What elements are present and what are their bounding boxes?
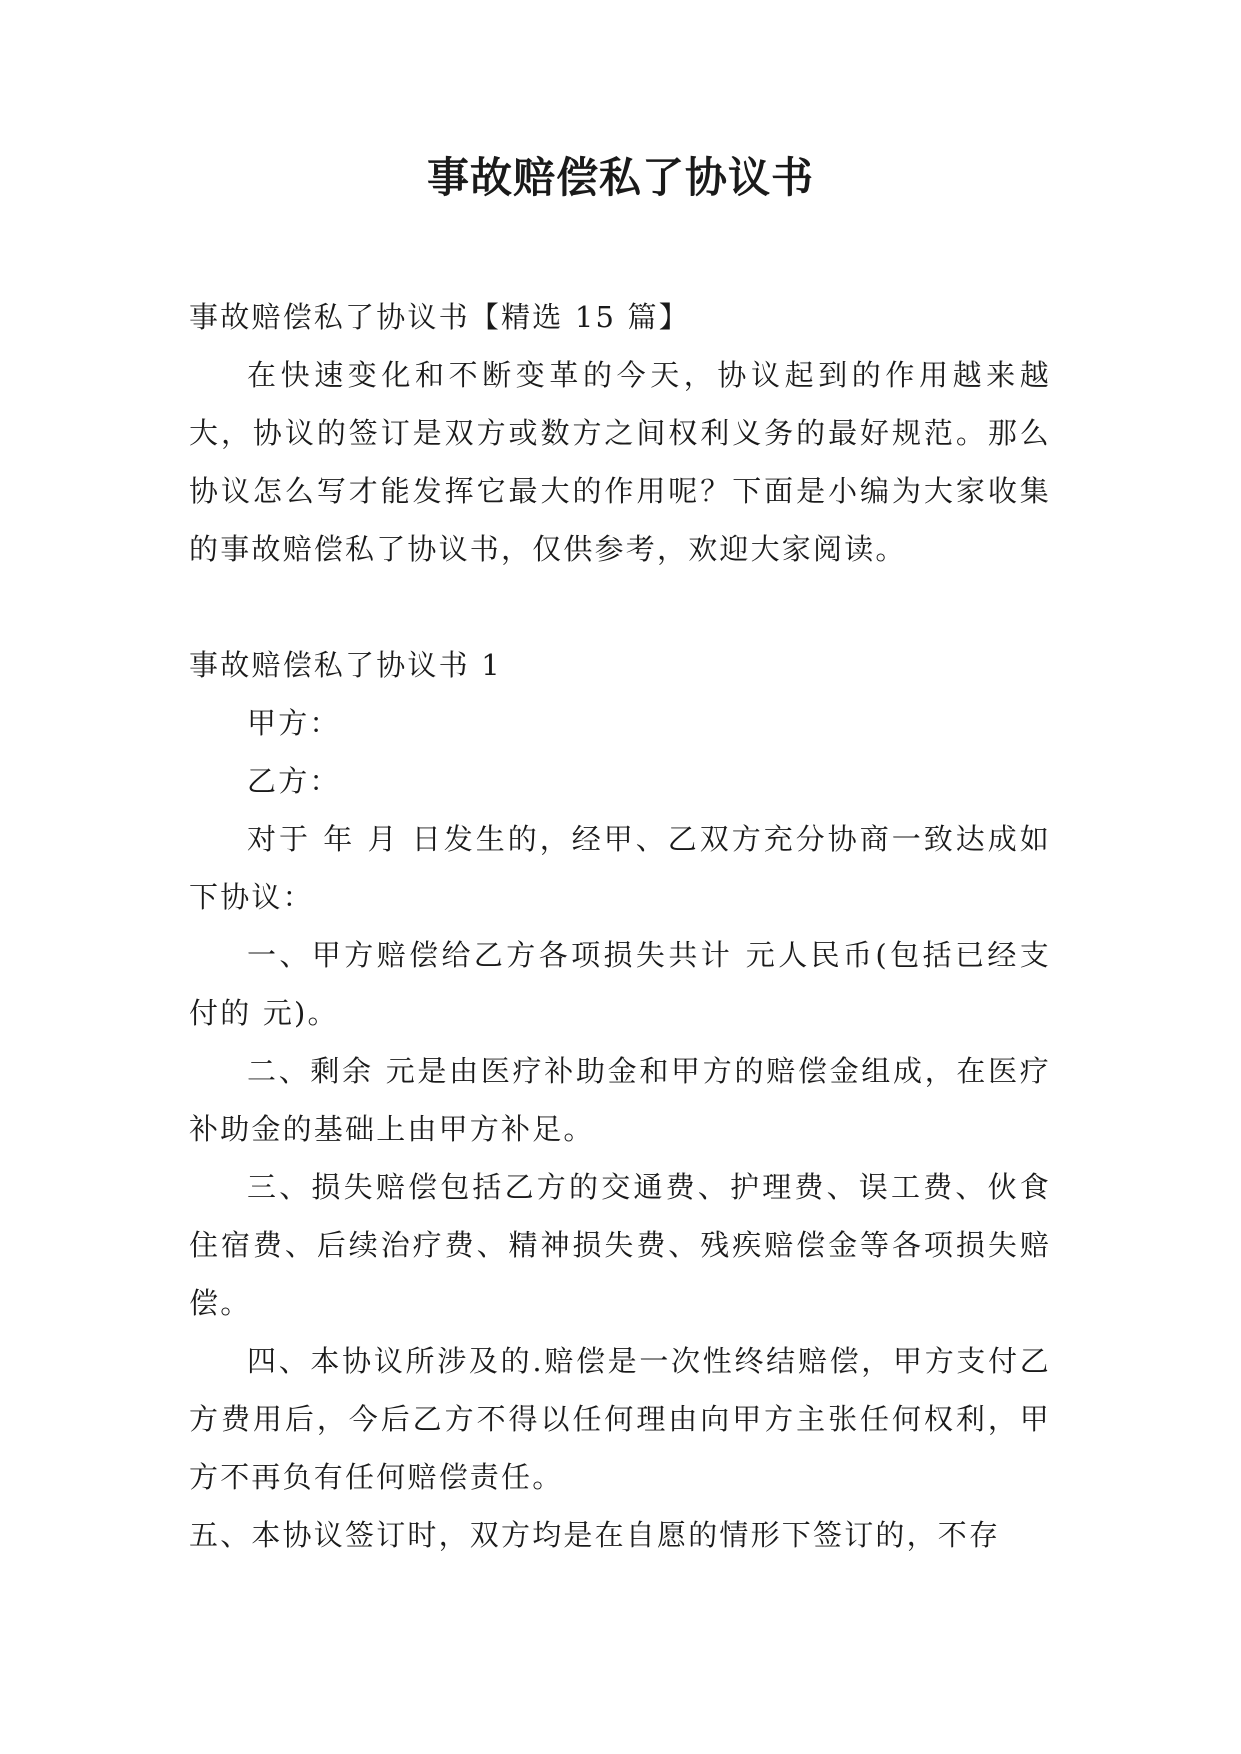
- paragraph-gap: [189, 578, 1051, 636]
- document-body: [189, 288, 1051, 1564]
- clause-4: 四、本协议所涉及的.赔偿是一次性终结赔偿，甲方支付乙方费用后，今后乙方不得以任何理由向甲方主张任何权利，甲方不再负有任何赔偿责任。: [189, 1344, 1051, 1494]
- section-heading: 事故赔偿私了协议书 1: [189, 648, 502, 682]
- clause-2: 二、剩余 元是由医疗补助金和甲方的赔偿金组成，在医疗补助金的基础上由甲方补足。: [189, 1054, 1051, 1146]
- document-title: 事故赔偿私了协议书: [426, 153, 814, 202]
- preamble-paragraph: 对于 年 月 日发生的，经甲、乙双方充分协商一致达成如下协议：: [189, 822, 1051, 914]
- clause-5: 五、本协议签订时，双方均是在自愿的情形下签订的，不存: [189, 1518, 1001, 1552]
- party-b-line: 乙方：: [247, 764, 341, 798]
- clause-3: 三、损失赔偿包括乙方的交通费、护理费、误工费、伙食住宿费、后续治疗费、精神损失费、残疾赔偿金等各项损失赔偿。: [189, 1170, 1051, 1320]
- clause-1: 一、甲方赔偿给乙方各项损失共计 元人民币(包括已经支付的 元)。: [189, 938, 1051, 1030]
- party-a-line: 甲方：: [247, 706, 341, 740]
- intro-paragraph: 在快速变化和不断变革的今天，协议起到的作用越来越大，协议的签订是双方或数方之间权利义务的最好规范。那么协议怎么写才能发挥它最大的作用呢？下面是小编为大家收集的事故赔偿私了协议书，仅供参考，欢迎大家阅读。: [189, 358, 1051, 566]
- document-subtitle: 事故赔偿私了协议书【精选 15 篇】: [189, 300, 690, 334]
